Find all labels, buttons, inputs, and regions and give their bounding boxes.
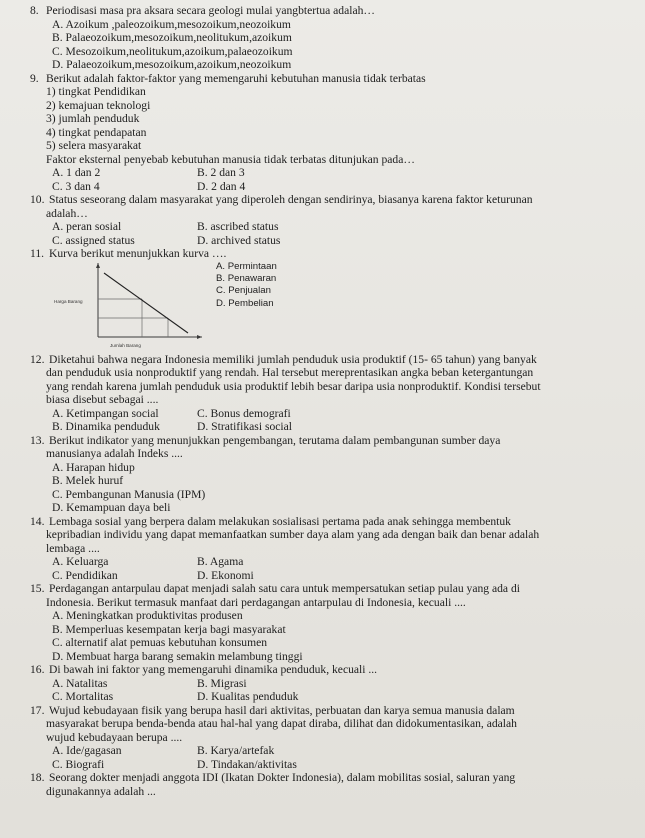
option-d: D. Pembelian [216,297,274,309]
question-text: Berikut indikator yang menunjukkan pengembangan, terutama dalam pembangunan sumber daya [49,433,501,447]
question-number: 14. [30,514,45,528]
option-c: C. alternatif alat pemuas kebutuhan konsumen [52,636,268,649]
option-a: A. Harapan hidup [52,460,135,474]
option-d: D. Membuat harga barang semakin melambung tinggi [52,649,303,663]
option-c: C. Biografi [52,757,105,771]
question-text: Diketahui bahwa negara Indonesia memiliki jumlah penduduk usia produktif (15- 65 tahun) yang banyak [49,352,537,366]
option-c: C. assigned status [52,233,135,247]
factor-item: 4) tingkat pendapatan [46,125,147,139]
question-number: 10. [30,193,45,206]
x-axis-arrow-icon [197,335,202,339]
question-text-line: Indonesia. Berikut termasuk manfaat dari perdagangan antarpulau di Indonesia, kecuali .... [46,595,466,609]
question-16 [30,663,627,704]
option-c: C. Pembangunan Manusia (IPM) [52,487,206,501]
option-a: A. 1 dan 2 [52,166,101,179]
question-text: Periodisasi masa pra aksara secara geologi mulai yangbtertua adalah… [46,4,376,17]
question-18 [30,771,627,798]
factor-item: 3) jumlah penduduk [46,112,140,125]
question-number: 17. [30,703,45,717]
option-b: B. Palaeozoikum,mesozoikum,neolitukum,azoikum [52,31,292,44]
factor-item: 5) selera masyarakat [46,139,142,152]
option-a: A. Natalitas [52,676,108,690]
question-number: 8. [30,4,39,17]
question-number: 13. [30,433,45,447]
question-prompt: Faktor eksternal penyebab kebutuhan manusia tidak terbatas ditunjukan pada… [46,152,415,166]
question-text-line: masyarakat berupa benda-benda atau hal-hal yang dapat diraba, dilihat dan didokumentasikan, adalah [46,717,517,730]
option-b: B. 2 dan 3 [197,166,245,179]
y-axis-label: Harga Barang [54,298,83,304]
option-c: C. Bonus demografi [197,406,291,420]
question-9 [30,72,627,194]
question-10 [30,193,627,247]
question-text-line: manusianya adalah Indeks .... [46,447,183,460]
question-text: Berikut adalah faktor-faktor yang memengaruhi kebutuhan manusia tidak terbatas [46,71,426,85]
option-b: B. Agama [197,555,244,568]
option-b: B. ascribed status [197,220,279,233]
option-d: D. Kemampuan daya beli [52,501,171,514]
question-13 [30,434,627,515]
question-number: 15. [30,582,45,595]
question-11 [30,247,627,353]
curve-options [216,261,277,353]
question-text: Wujud kebudayaan fisik yang berupa hasil dari aktivitas, perbuatan dan karya semua manusia dalam [49,703,515,717]
option-c: C. Mortalitas [52,690,114,703]
question-text: Lembaga sosial yang berpera dalam melakukan sosialisasi pertama pada anak sehingga membentuk [49,514,511,528]
y-axis-arrow-icon [96,263,100,268]
question-text-line: digunakannya adalah ... [46,784,156,798]
option-c: C. Penjualan [216,285,271,297]
question-14 [30,515,627,583]
demand-curve-diagram [52,261,212,353]
option-a: A. Keluarga [52,555,109,568]
question-17 [30,704,627,772]
option-a: A. peran sosial [52,220,122,233]
option-c: C. 3 dan 4 [52,179,100,193]
curve-question-block [30,261,627,353]
question-text: Status seseorang dalam masyarakat yang diperoleh dengan sendirinya, biasanya karena faktor keturunan [49,193,533,206]
question-text-line: biasa disebut sebagai .... [46,393,159,406]
question-text: Kurva berikut menunjukkan kurva …. [49,247,227,260]
question-8 [30,4,627,72]
option-d: D. Stratifikasi social [197,420,292,433]
question-text-line: dan penduduk usia nonproduktif yang rendah. Hal tersebut mereprentasikan angka beban ketergantungan [46,366,534,379]
option-a: A. Ide/gagasan [52,744,122,757]
option-a: A. Permintaan [216,260,277,272]
question-text: Seorang dokter menjadi anggota IDI (Ikatan Dokter Indonesia), dalam mobilitas sosial, saluran yang [49,771,516,784]
option-b: B. Penawaran [216,272,277,284]
option-c: C. Pendidikan [52,568,118,582]
factor-item: 2) kemajuan teknologi [46,98,151,112]
x-axis-label: Jumlah Barang [110,342,141,348]
option-d: D. 2 dan 4 [197,179,246,193]
question-number: 9. [30,71,39,85]
question-number: 18. [30,771,45,784]
question-text-line: kepribadian individu yang dapat memanfaatkan sumber daya alam yang ada dengan baik dan benar adalah [46,528,540,541]
question-text: Di bawah ini faktor yang memengaruhi dinamika penduduk, kecuali ... [49,663,378,676]
option-d: D. Kualitas penduduk [197,690,299,703]
option-a: A. Azoikum ,paleozoikum,mesozoikum,neozoikum [52,17,291,31]
option-d: D. Palaeozoikum,mesozoikum,azoikum,neozoikum [52,58,292,71]
curve-diagram-svg [52,261,212,353]
option-d: D. archived status [197,233,281,247]
option-d: D. Tindakan/aktivitas [197,757,297,771]
question-15 [30,582,627,663]
question-number: 11. [30,247,45,260]
question-text-line: yang rendah karena jumlah penduduk usia produktif lebih besar daripa usia nonproduktif. Kondisi tersebut [46,379,541,393]
downward-curve-line [104,273,188,333]
question-number: 16. [30,663,45,676]
factor-item: 1) tingkat Pendidikan [46,85,146,98]
question-text: Perdagangan antarpulau dapat menjadi salah satu cara untuk mempersatukan setiap pulau yang ada di [49,582,520,595]
option-c: C. Mesozoikum,neolitukum,azoikum,palaeozoikum [52,44,293,58]
option-b: B. Dinamika penduduk [52,420,160,433]
option-a: A. Ketimpangan social [52,406,159,420]
option-a: A. Meningkatkan produktivitas produsen [52,609,243,622]
option-d: D. Ekonomi [197,568,254,582]
option-b: B. Memperluas kesempatan kerja bagi masyarakat [52,622,286,636]
option-b: B. Melek huruf [52,474,124,487]
question-text-continued: adalah… [46,206,88,220]
question-12 [30,353,627,434]
question-text-line: lembaga .... [46,541,100,555]
question-text-line: wujud kebudayaan berupa .... [46,730,183,744]
option-b: B. Migrasi [197,676,247,690]
question-number: 12. [30,352,45,366]
option-b: B. Karya/artefak [197,744,275,757]
